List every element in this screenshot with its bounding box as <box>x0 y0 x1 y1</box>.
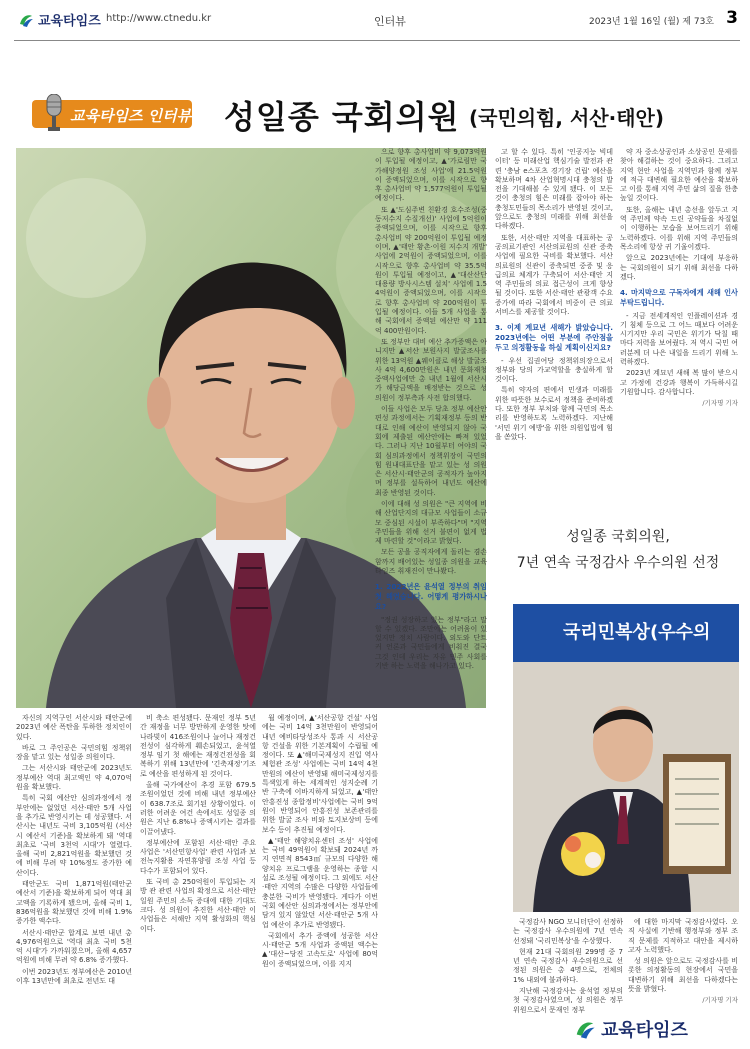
byline: /기자명 기자 <box>702 996 738 1005</box>
sidebar-article-title <box>498 526 738 572</box>
interview-question-3: 3. 이제 계묘년 새해가 밝았습니다. 2023년에는 어떤 부분에 주안점을 두고 의정활동을 하실 계획이신지요? <box>495 323 613 352</box>
paragraph: 약 자 중소상공인과 소상공인 문제를 찾아 해결하는 것이 중요하다. 그리고 지역 현안 사업을 지역민과 함께 정부에 적극 대변해 필요한 예산을 확보하고 이를 통해 지역 주민 삶의 질을 한층 높일 것이다. <box>620 148 738 203</box>
paragraph: 그는 서산시와 태안군에 2023년도 정부예산 역대 최고액인 약 4,070억 원을 확보했다. <box>16 764 132 792</box>
paragraph: 특히 국회 예산안 심의과정에서 정부안에는 없었던 서산·태안 5개 사업을 추가로 반영시키는 데 성공했다. 서산시는 내년도 국비 3,105억원 (서산시 예산서 기준)을 확보하게 돼 '역대 최초로 '국비 3천억 시대'가 열렸다. 올해 국비 2,821억원을 확보했던 것에 비해 무려 약 10%정도 증가한 예산이다. <box>16 794 132 877</box>
paragraph: 이에 대해 성 의원은 "큰 지역에 비해 산업단지의 대규모 사업들이 소규모 중심된 시설이 부족하다"며 "지역 주민들을 위해 선거 불편이 없게 법제 마련할 것"이라고 밝혔다. <box>375 499 487 546</box>
paragraph: 또 정부안 대비 예산 추가증액은 아니지만 ▲서산 보원사지 발굴조사를 위한 13억원 ▲웨이클로 해상 발굴조사 4억 4,600만원은 내년 문화재청 중액사업에만 총 내년 1월에 서산시가 해당금액을 배정받는 것으로 성 의원이 정부측과 사전 합의했다. <box>375 337 487 402</box>
interview-question-1: 1. 2022년은 윤석열 정부의 취임 첫 해였습니다. 어떻게 평가하시나요? <box>375 582 487 611</box>
paragraph: 자신의 지역구인 서산시와 태안군에 2023년 예산 폭탄을 투하한 정치인이 있다. <box>16 714 132 741</box>
article-column-1 <box>16 714 132 988</box>
paragraph: - 지금 전세계적인 인플레이션과 경기 침체 등으로 그 어느 때보다 어려운 시기지만 우리 국민은 위기가 닥칠 때마다 저력을 보여줬다. 저 역시 국민 여러분께 더 나은 내일을 드리기 위해 노력하겠다. <box>620 311 738 367</box>
award-banner-text: 국리민복상(우수의 <box>563 622 711 643</box>
byline: /기자명 기자 <box>702 399 738 408</box>
footer-logo-text: 교육타임즈 <box>601 1020 688 1041</box>
page-subtitle: (국민의힘, 서산·태안) <box>469 106 664 130</box>
sidebar-column-2 <box>628 918 738 1005</box>
page-header <box>14 0 740 41</box>
paragraph: 또한, 올해는 내년 총선을 앞두고 지역 주민께 약속 드린 공약들을 차질없이 이행하는 모습을 보여드리기 위해 노력하겠다. 이를 위해 지역 주민들의 목소리에 항상 귀 기울이겠다. <box>620 205 738 251</box>
paragraph: 2023년 계묘년 새해 복 많이 받으시고 가정에 건강과 행복이 가득하시길 기원합니다. 감사합니다. <box>620 369 738 396</box>
paragraph: 모든 공을 공직자에게 돌리는 겸손함까지 배어있는 성일종 의원을 교육타임즈 취재진이 만나봤다. <box>375 548 487 576</box>
paragraph: 월 예정이며, ▲'서산공항 건설' 사업에는 국비 14억 3천만원이 반영되어 내년 예비타당성조사 통과 시 서산공항 건설을 위한 기본계획이 수립될 예정이다. 또 ▲'해미국제성지 진입 역사체험관 조성' 사업에는 국비 14억 4천만원의 예산이 반영돼 해미국제성지를 특색있게 하는 세계적인 성지순례 기반 구축에 이바지하게 되었고, ▲'태안 안흥진성 종합정비'사업에는 국비 9억원이 반영되어 안흥진성 보존관리를 위한 발굴 조사 비와 토지보상비 등에 보수 등이 추진될 예정이다. <box>262 714 378 834</box>
award-photo <box>513 604 739 912</box>
header-logo-text: 교육타임즈 <box>38 14 101 29</box>
article-column-2 <box>140 714 256 936</box>
issue-date: 2023년 1월 16일 (월) 제 73호 <box>588 17 714 27</box>
paragraph: 서산시·태안군 합계로 보면 내년 총 4,976억원으로 '역대 최초 국비 5천억 시대'가 가까워졌으며, 올해 4,657억원에 비해 무려 약 6.8% 증가했다. <box>16 928 132 965</box>
paragraph: 이들 사업은 모두 당초 정부 예산안 편성 과정에서는 기획재정부 등의 반대로 인해 예산이 반영되지 않아 국회에 제출된 예산안에는 빠져 있었다. 그러나 지난 10월부터 여야의 국회 심의과정에서 정책위장이 국민의힘 원내대표단을 맡고 있는 성 의원은 서산시·태안군의 공적자가 높아지며 정부를 설득하여 내년도 예산에 최종 반영된 것이다. <box>375 405 487 497</box>
paragraph: ▲'태안 해양치유센터 조성' 사업에는 국비 49억원이 확보돼 2024년 까지 연면적 8543㎡ 규모의 다양한 해양치유 프로그램을 운영하는 종합 시설로 조성될 예정이다. 그 외에도 서산·태안 지역의 수많은 다양한 사업들에 충분한 국비가 반영됐다. 게다가 이번 국회 예산안 심의과정에서는 정부안에 담겨 있지 않았던 서산·태안군 5개 사업 예산이 추가로 반영됐다. <box>262 836 378 929</box>
paragraph: 또 ▲'도심주변 친환경 호수조성(중동저수지 수질개선)' 사업에 5억원이 증액되었으며, 이를 시작으로 향후 총사업비 약 200억원이 투입될 예정이며, ▲'태안 황촌·이원 저수지 개발' 사업에 2억원이 증액되었으며, 이를 시작으로 향후 총사업비 약 35.5억원이 투입될 예정이고, ▲'대산산단 대용량 방사시스템 설치' 사업에 1.54억원이 증액되었으며, 이를 시작으로 향후 총사업비 약 200억원이 투입될 예정이다. 이들 5개 사업을 통해 국회에서 증액된 예산만 약 111억 400만원이다. <box>375 205 487 335</box>
paragraph: 으로 향후 총사업비 약 9,073억원이 투입될 예정이고, ▲'가로림만 국가해양정원 조성 사업'에 21.5억원이 증액되었으며, 이를 시작으로 향후 총사업비 약 1,577억원이 투입될 예정이다. <box>375 148 487 203</box>
logo-icon <box>574 1018 596 1040</box>
page-number: 3 <box>726 8 738 28</box>
paragraph: 또 국비 총 250억원이 투입되는 지방 관 관련 사업의 확정으로 서산·태안 일원 주민의 소득 증대에 대한 기대도 크다. 성 의원이 추진한 서산·태안 이 사업들은 서해안 지역 활성화의 핵심이다. <box>140 878 256 933</box>
paragraph: 또한, 서산·태안 지역을 대표하는 공공의료기관인 서산의료원의 신관 증축사업에 필요한 국비를 확보했다. 서산의료원의 신관이 증축되면 중증 및 응급의료 체계가 구축되어 서산·태안 지역 주민들의 의료 접근성이 크게 향상될 것이다. 또한 서산·태안 관광객 수요 증가에 따라 국회에서 비중이 큰 의료 서비스를 제공할 것이다. <box>495 233 613 317</box>
paragraph: - 우선 집권여당 정책위의장으로서 정부와 당의 가교역할을 충실하게 할 것이다. <box>495 356 613 384</box>
paragraph: 정부예산에 포함된 서산·태안 주요사업은 '서산민항사업' 관련 사업과 보전녹지활용 자연휴양림 조성 사업 등 다수가 포함되어 있다. <box>140 838 256 875</box>
paragraph: 바로 그 주인공은 국민의힘 정책위 장을 맡고 있는 성일종 의원이다. <box>16 743 132 762</box>
paragraph: 지난해 국정감사는 윤석열 정부의 첫 국정감사였으며, 성 의원은 정무위원으로서 문재인 정부 <box>513 987 623 1014</box>
article-title-bar <box>14 90 740 142</box>
paragraph: "정권 성장하고 있는 정부"라고 말할 수 있겠다. 조만에는 어려움이 있었지만 정치 사람이다. 외도와 단트커 언론과 국민들에게 비춰진 결국 그것 인데 우리는 자유 민주 사회를 기반 하는 노력을 해나가고 있다. <box>375 615 487 670</box>
header-url: http://www.ctnedu.kr <box>106 13 212 24</box>
paragraph: 에 대한 마지막 국정감사였다. 오직 사실에 기반해 행정부와 정부 조직 문제를 지적하고 대안을 제시하고자 노력했다. <box>628 918 738 954</box>
footer-logo <box>574 1016 688 1042</box>
logo-icon <box>18 12 34 28</box>
page-title: 성일종 국회의원 <box>224 98 460 136</box>
paragraph: 올해 국가예산이 추경 포함 679.5조원이었던 것에 비해 내년 정부예산이 638.7조로 회기된 상황이었다. 이러한 어려운 여건 속에서도 성일종 의원은 지난 6.8%나 증액시키는 결과를 이끌어냈다. <box>140 781 256 836</box>
microphone-icon <box>42 94 66 134</box>
paragraph: 고 할 수 있다. 특히 '인공지능 빅데이터' 등 미래산업 핵심기술 발전과 관련 '충남 e스포츠 경기장 건립' 예산을 확보하며 4차 산업혁명시대 충청의 발전을 기대해볼 수 있게 됐다. 이 모든 것이 충청의 힘은 미래를 잡아야 하는 충청도민들의 목소리가 반영된 것이고, 앞으로도 충청의 미래를 위해 최선을 다하겠다. <box>495 148 613 231</box>
paragraph: 현재 21대 국회의원 299명 중 7년 연속 국정감사 우수의원으로 선정된 의원은 총 4명으로, 전체의 1% 내외에 불과하다. <box>513 947 623 984</box>
paragraph: 성 의원은 앞으로도 국정감사를 비롯한 의정활동의 현장에서 국민을 대변하기 위해 최선을 다하겠다는 뜻을 밝혔다. <box>628 957 738 994</box>
header-logo <box>18 10 101 29</box>
paragraph: 특히 약자의 편에서 민생과 미래를 위한 따뜻한 보수로서 정책을 준비하겠다. 또한 정부 부처와 함께 국민의 목소리를 반영하도록 노력하겠다. 지난해 '서민 위기 예방'을 위한 의원입법에 힘을 쏟았다. <box>495 386 613 441</box>
paragraph: 국정감사 NGO 모니터단이 선정하는 국정감사 우수의원에 7년 연속 선정돼 '국리민복상'을 수상했다. <box>513 918 623 945</box>
paragraph: 앞으로 2023년에는 기대에 부응하는 국회의원이 되기 위해 최선을 다하겠다. <box>620 254 738 281</box>
section-title: 인터뷰 <box>374 15 406 28</box>
sidebar-title-line1: 성일종 국회의원, <box>566 529 670 545</box>
paragraph: 국회에서 추가 증액에 성공한 서산시·태안군 5개 사업과 증액된 액수는 ▲'대산~당진 고속도로' 사업에 80억원이 증액되었으며, 이를 지지 <box>262 931 378 968</box>
article-column-4 <box>375 148 487 1018</box>
sidebar-column-1 <box>513 918 623 1017</box>
interview-badge <box>32 100 192 128</box>
paragraph: 이번 2023년도 정부예산은 2010년 이후 13년만에 최초로 전년도 대 <box>16 967 132 986</box>
article-column-3 <box>262 714 378 971</box>
paragraph: 비 축소 편성됐다. 문재인 정부 5년간 재정을 너무 방만하게 운영한 탓에 나라빚이 416조원이나 늘어나 재정건전성이 심각하게 훼손되었고, 윤석열 정부 임기 첫 해에는 재정건전성을 회복하기 위해 13년만에 '긴축재정'기조로 예산을 편성하게 된 것이다. <box>140 714 256 778</box>
badge-label: 교육타임즈 인터뷰 <box>70 107 192 125</box>
paragraph: 태안군도 국비 1,871억원(태안군 예산서 기준)을 확보하게 되어 역대 최고액을 기록하게 됐으며, 올해 국비 1,836억원을 확보했던 것에 비해 1.9% 증가한 액수다. <box>16 880 132 926</box>
sidebar-title-line2: 7년 연속 국정감사 우수의원 선정 <box>516 555 720 571</box>
interview-question-4: 4. 마지막으로 구독자에게 새해 인사 부탁드립니다. <box>620 288 738 307</box>
